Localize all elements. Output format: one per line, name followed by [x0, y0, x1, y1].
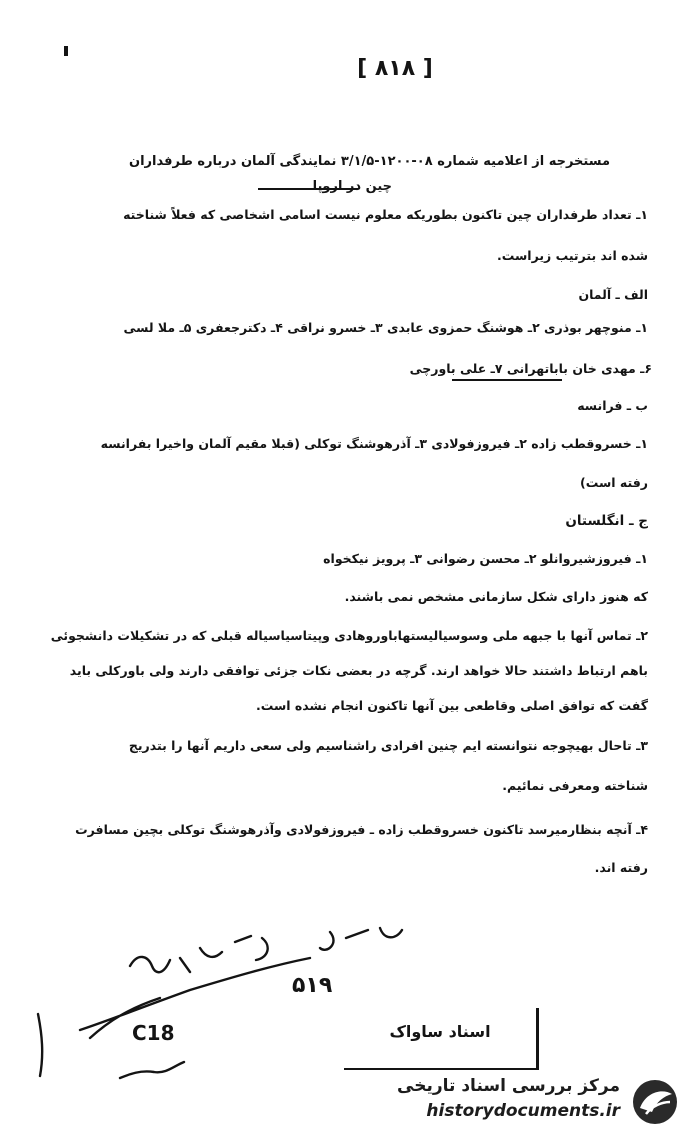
handwritten-scribble-2	[320, 928, 402, 950]
section-c-line-2: که هنوز دارای شکل سازمانی مشخص نمی باشند.	[344, 589, 648, 604]
subject-line-2: چین در اروپا	[312, 179, 392, 194]
handwritten-signature-stroke	[80, 958, 310, 1038]
section-b-line-1: ۱ـ خسروقطب زاده ۲ـ فیروزفولادی ۳ـ آذرهوشنگ توکلی (قبلا مقیم آلمان واخیرا بفرانسه	[100, 436, 648, 451]
paragraph-1-line-1: ۱ـ تعداد طرفداران چین تاکنون بطوریکه معلوم نیست اسامی اشخاصی که فعلاً شناخته	[123, 207, 648, 222]
watermark-url: historydocuments.ir	[426, 1101, 620, 1121]
handwritten-date-stroke	[120, 1062, 184, 1078]
handwritten-scribble-1	[130, 936, 268, 972]
paragraph-3-line-2: شناخته ومعرفی نمائیم.	[502, 778, 648, 793]
watermark-title: مرکز بررسی اسناد تاریخی	[397, 1076, 620, 1096]
stamp-text: اسناد ساواک	[389, 1022, 491, 1041]
section-a-underline	[452, 379, 562, 381]
section-a-heading: الف ـ آلمان	[578, 287, 648, 302]
paragraph-3-line-1: ۳ـ تاحال بهیچوجه نتوانسته ایم چنین افرادی راشناسیم ولی سعی داریم آنها را بتدریج	[128, 738, 648, 753]
paragraph-2-line-3: گفت که توافق اصلی وقاطعی بین آنها تاکنون انجام نشده است.	[255, 698, 648, 713]
margin-mark	[64, 46, 68, 56]
section-b-line-2: رفته است)	[580, 475, 648, 490]
paragraph-2-line-2: باهم ارتباط داشتند حالا خواهد ارند. گرچه در بعضی نکات جزئی توافقی دارند ولی باورکلی باید	[69, 663, 648, 678]
section-c-line-1: ۱ـ فیروزشیروانلو ۲ـ محسن رضوانی ۳ـ پرویز نیکخواه	[323, 551, 648, 566]
handwritten-number: ۵۱۹	[292, 973, 333, 998]
section-c-heading: ج ـ انگلستان	[565, 513, 648, 529]
section-a-line-1: ۱ـ منوچهر بوذری ۲ـ هوشنگ حمزوی عابدی ۳ـ خسرو نراقی ۴ـ دکترجعفری ۵ـ ملا لسی	[123, 320, 648, 335]
section-a-line-2: ۶ـ مهدی خان باباتهرانی ۷ـ علی باورچی	[409, 361, 652, 376]
subject-underline	[258, 188, 358, 190]
archive-logo-icon	[628, 1078, 682, 1126]
archive-code: C18	[132, 1021, 175, 1045]
handwritten-margin-stroke	[38, 1014, 42, 1076]
paragraph-2-line-1: ۲ـ تماس آنها با جبهه ملی وسوسیالیستهاباوروهادی وپیتاسیاسیاله قبلی که در تشکیلات دانشجوئی	[50, 628, 648, 643]
paragraph-4-line-1: ۴ـ آنچه بنظارمیرسد تاکنون خسروقطب زاده ـ فیروزفولادی وآذرهوشنگ توکلی بچین مسافرت	[75, 822, 648, 837]
header-stamp: [ ۸۱۸ ]	[357, 56, 433, 81]
section-b-heading: ب ـ فرانسه	[577, 398, 648, 413]
subject-line: مستخرجه از اعلامیه شماره ۰۸-۱۲۰۰-۳/۱/۵ نمایندگی آلمان درباره طرفداران	[128, 154, 610, 169]
paragraph-1-line-2: شده اند بترتیب زیراست.	[497, 248, 648, 263]
paragraph-4-line-2: رفته اند.	[594, 860, 648, 875]
